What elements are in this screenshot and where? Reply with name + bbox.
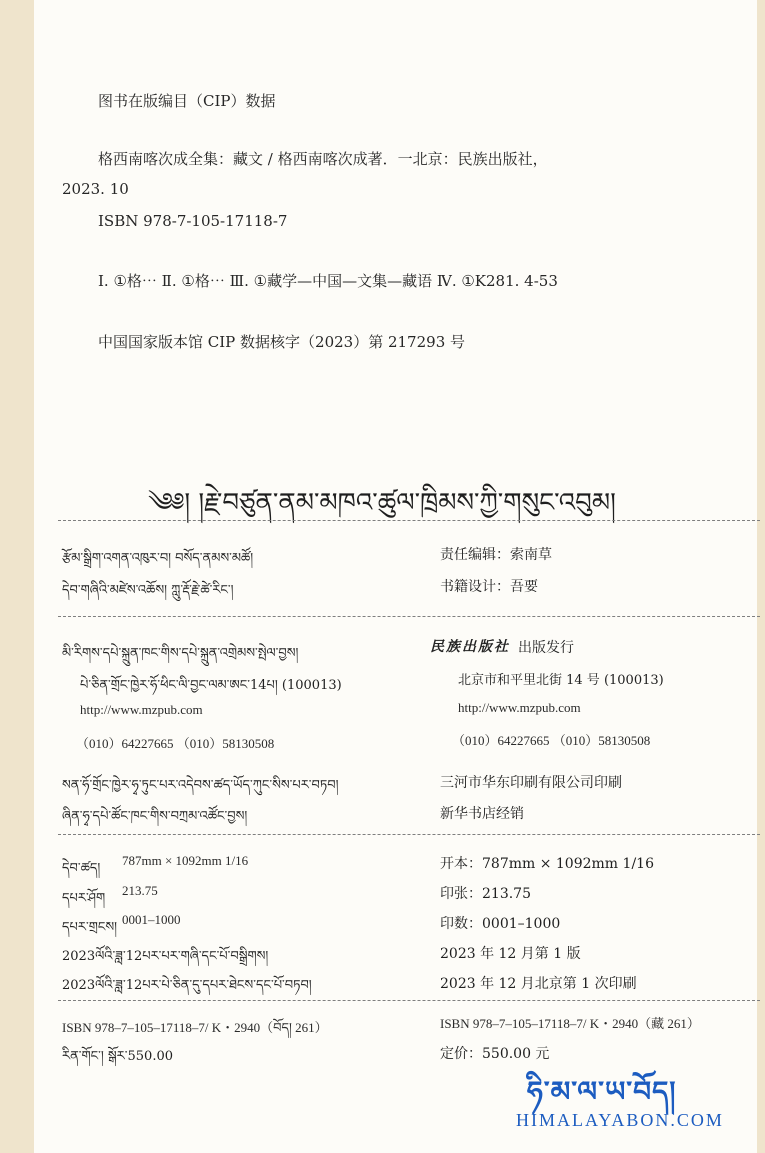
publisher-url-chinese: http://www.mzpub.com: [458, 700, 581, 715]
spec-sheets-label-tibetan: དཔར་ཤོག: [62, 891, 106, 906]
watermark-latin: HIMALAYABON.COM: [516, 1110, 724, 1130]
cip-heading: 图书在版编目（CIP）数据: [98, 92, 276, 110]
isbn-tibetan: ISBN 978–7–105–17118–7/ K・2940（བོད། 261）: [62, 1020, 328, 1035]
price-tibetan: རིན་གོང་། སྒོར་550.00: [62, 1049, 173, 1064]
publisher-role: 出版发行: [518, 640, 574, 656]
publisher-address-chinese: 北京市和平里北街 14 号 (100013): [458, 673, 664, 688]
spec-sheets-chinese: 印张：213.75: [440, 886, 531, 902]
publisher-seal-logo: 民族出版社: [430, 639, 510, 655]
spec-sheets-value: 213.75: [122, 883, 158, 898]
printer-chinese: 三河市华东印刷有限公司印刷: [440, 775, 622, 791]
spec-print-run-chinese: 印数：0001–1000: [440, 916, 561, 932]
cip-record-number: 中国国家版本馆 CIP 数据核字（2023）第 217293 号: [98, 333, 466, 351]
spec-printing-chinese: 2023 年 12 月北京第 1 次印刷: [440, 976, 637, 992]
distributor-tibetan: ཞིན་ཧྭ་དཔེ་ཚོང་ཁང་གིས་བཀྲམ་འཚོང་བྱས།: [62, 809, 248, 824]
price-chinese: 定价：550.00 元: [440, 1046, 550, 1062]
publisher-phone-chinese: （010）64227665 （010）58130508: [452, 733, 651, 748]
designer-chinese: 书籍设计：吾要: [440, 579, 538, 595]
spec-print-run-label-tibetan: དཔར་གྲངས།: [62, 920, 118, 935]
watermark-tibetan: ཧི་མ་ལ་ཡ་བོད།: [527, 1075, 677, 1108]
spec-edition-tibetan: 2023ལོའི་ཟླ་12པར་པར་གཞི་དང་པོ་བསྒྲིགས།: [62, 949, 269, 964]
editor-tibetan: རྩོམ་སྒྲིག་འགན་འཁུར་བ། བསོད་ནམས་མཚོ།: [62, 551, 254, 566]
divider: [58, 616, 760, 617]
editor-chinese: 责任编辑：索南草: [440, 547, 552, 563]
spec-edition-chinese: 2023 年 12 月第 1 版: [440, 946, 581, 962]
publisher-address-tibetan: པེ་ཅིན་གྲོང་ཁྱེར་ཧོ་ཕིང་ལི་བྱང་ལམ་ཨང་14པ། (100013): [80, 678, 342, 693]
spec-format-chinese: 开本：787mm × 1092mm 1/16: [440, 856, 654, 872]
spec-print-run-value: 0001–1000: [122, 912, 181, 927]
spec-format-label-tibetan: དེབ་ཚད།: [62, 861, 101, 876]
cip-line: 格西南喀次成全集：藏文 / 格西南喀次成著．一北京：民族出版社，: [98, 150, 548, 168]
book-title-tibetan: ༄༅། །རྗེ་བཙུན་ནམ་མཁའ་ཚུལ་ཁྲིམས་ཀྱི་གསུང་འབུམ།: [148, 488, 616, 518]
spec-format-value: 787mm × 1092mm 1/16: [122, 853, 249, 868]
publisher-tibetan: མི་རིགས་དཔེ་སྐྲུན་ཁང་གིས་དཔེ་སྐྲུན་འགྲེམས་སྤེལ་བྱས།: [62, 646, 299, 661]
designer-tibetan: དེབ་གཞིའི་མཛེས་འཆོས། ཀླུ་རྡོ་རྗེ་ཚེ་རིང་།: [62, 583, 234, 598]
cip-classification: I. ①格⋯ Ⅱ. ①格⋯ Ⅲ. ①藏学—中国—文集—藏语 Ⅳ. ①K281. 4-53: [98, 272, 558, 290]
cip-line-continued: 2023. 10: [62, 180, 129, 198]
divider: [58, 834, 760, 835]
printer-tibetan: སན་ཧོ་གྲོང་ཁྱེར་ཧྭ་ཏུང་པར་འདེབས་ཚད་ཡོད་ཀུང་སིས་པར་བཏབ།: [62, 778, 339, 793]
publisher-phone: （010）64227665 （010）58130508: [76, 736, 275, 751]
isbn-chinese: ISBN 978–7–105–17118–7/ K・2940（藏 261）: [440, 1016, 700, 1031]
distributor-chinese: 新华书店经销: [440, 806, 524, 822]
cip-isbn: ISBN 978-7-105-17118-7: [98, 212, 288, 230]
spec-printing-tibetan: 2023ལོའི་ཟླ་12པར་པེ་ཅིན་དུ་དཔར་ཐེངས་དང་པོ་བཏབ།: [62, 978, 312, 993]
divider: [58, 520, 760, 521]
divider: [58, 1000, 760, 1001]
publisher-url: http://www.mzpub.com: [80, 702, 203, 717]
